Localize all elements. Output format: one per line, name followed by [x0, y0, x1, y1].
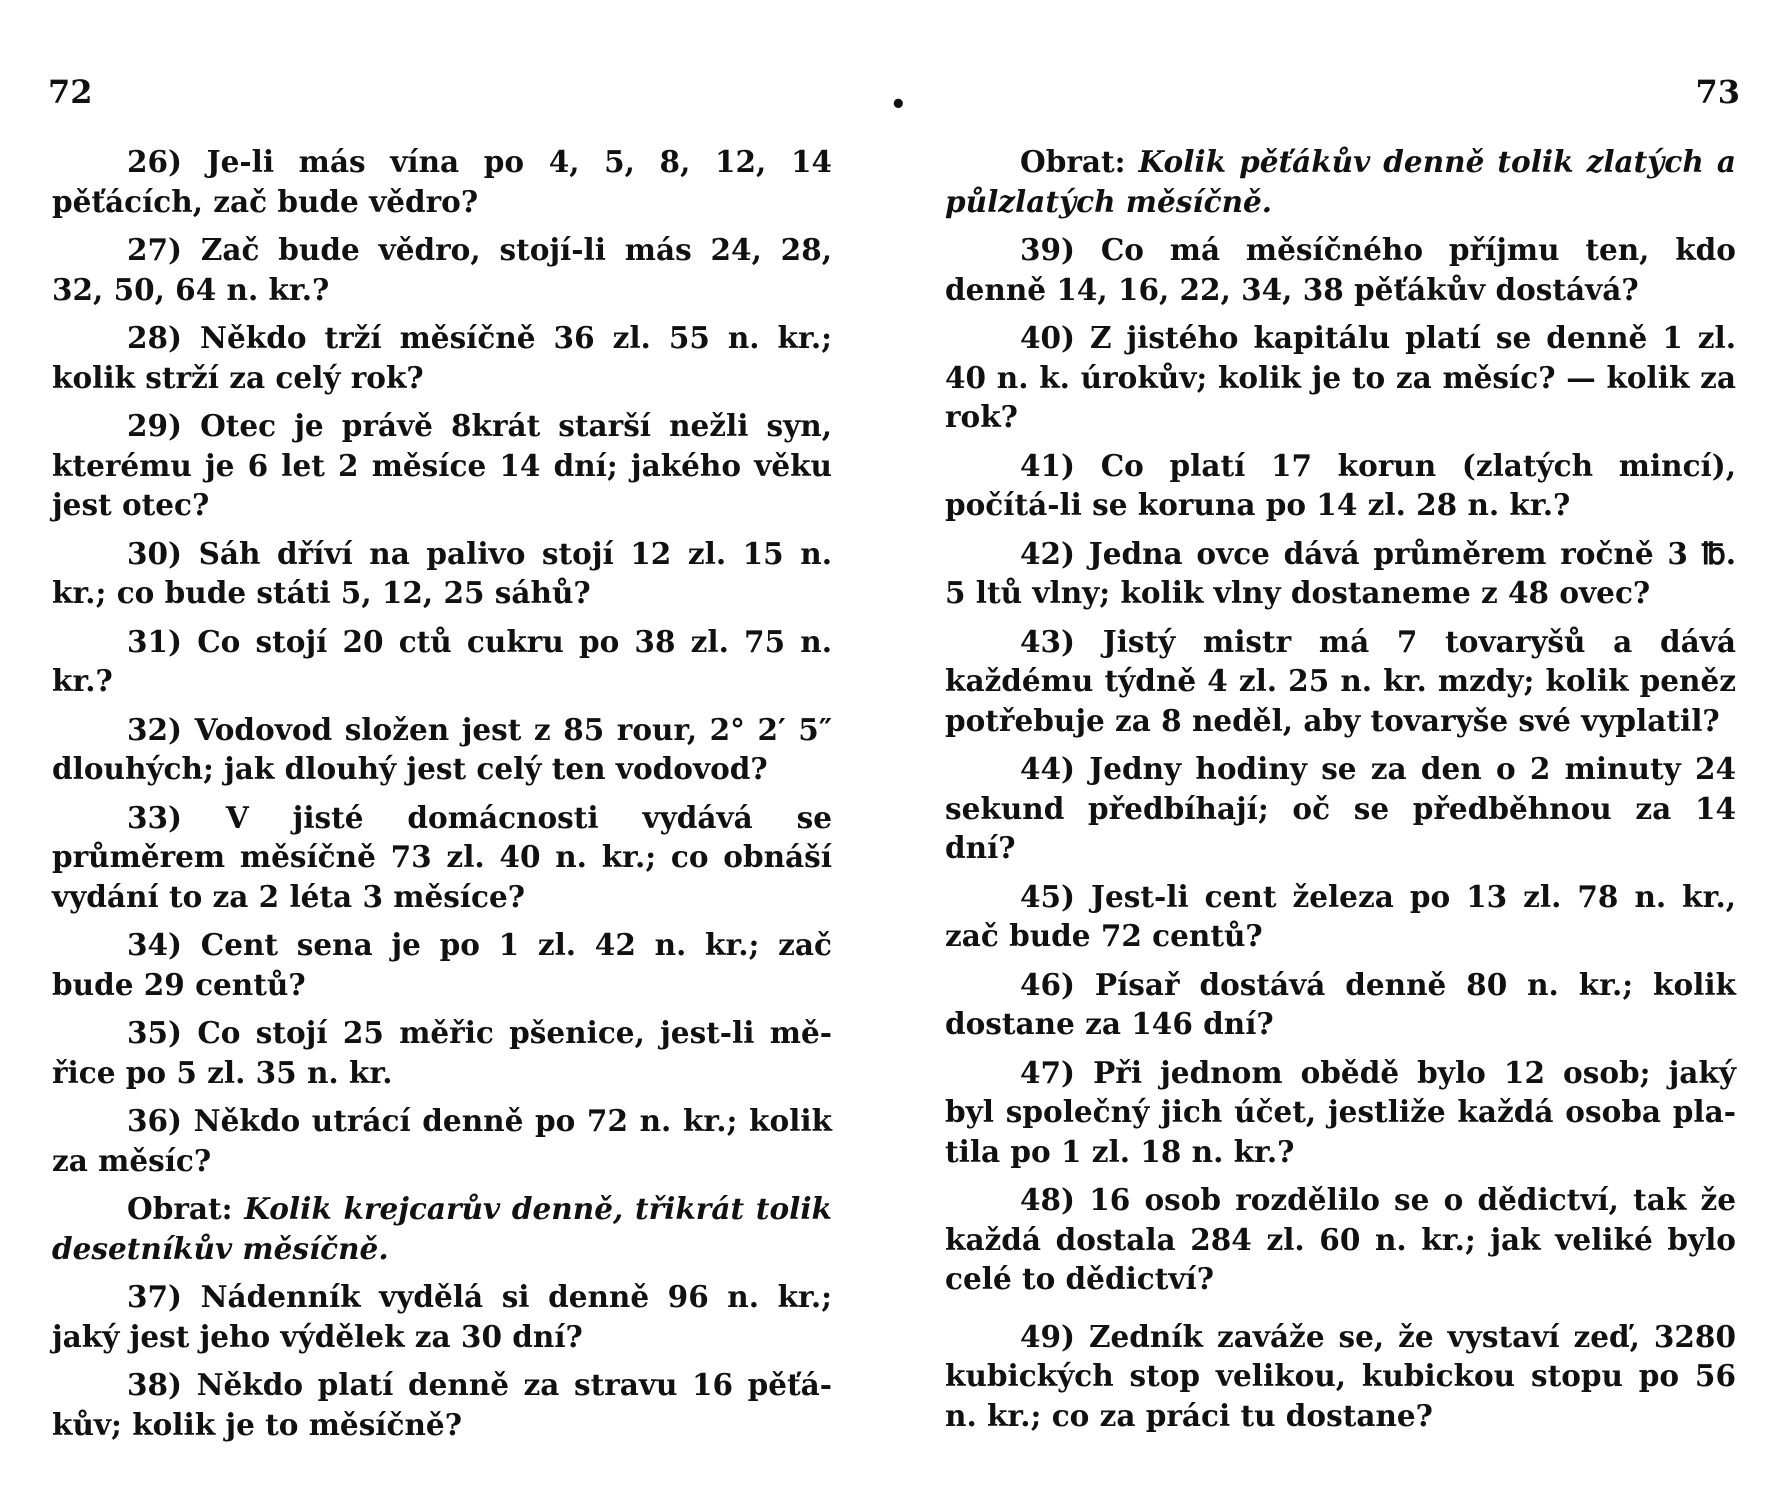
- exercise-number: 33): [127, 799, 183, 835]
- exercise-number: 38): [127, 1367, 183, 1402]
- exercise-28: [52, 318, 832, 397]
- exercise-number: 26): [127, 144, 183, 179]
- exercise-number: 46): [1020, 966, 1076, 1002]
- exercise-44: [945, 749, 1736, 868]
- exercise-text: Jest-li cent železa po 13 zl. 78 n. kr., zač bude 72 centů?: [945, 878, 1736, 953]
- exercise-number: 29): [127, 408, 183, 443]
- exercise-text: Otec je právě 8krát starší nežli syn, kterému je 6 let 2 měsíce 14 dní; jakého věku jest otec?: [52, 408, 832, 522]
- exercise-number: 41): [1020, 447, 1076, 483]
- exercise-number: 47): [1020, 1054, 1076, 1090]
- exercise-text: Sáh dříví na palivo stojí 12 zl. 15 n. kr.; co bude státi 5, 12, 25 sáhů?: [52, 535, 832, 610]
- exercise-text: Jistý mistr má 7 tovaryšů a dává každému týdně 4 zl. 25 n. kr. mzdy; kolik peněz potřebuje za 8 neděl, aby tovaryše své vyplatil?: [945, 623, 1736, 738]
- exercise-number: 45): [1020, 878, 1076, 914]
- exercise-number: 27): [127, 232, 183, 267]
- exercise-31: [52, 622, 832, 701]
- exercise-number: 39): [1020, 232, 1076, 267]
- exercise-number: 40): [1020, 320, 1076, 355]
- exercise-number: 31): [127, 623, 183, 659]
- exercise-number: 37): [127, 1279, 183, 1314]
- exercise-number: 49): [1020, 1318, 1076, 1354]
- exercise-29: [52, 406, 832, 525]
- exercise-49: [945, 1317, 1736, 1436]
- exercise-27: [52, 230, 832, 309]
- exercise-number: 32): [127, 711, 183, 747]
- page-number-left: 72: [48, 73, 93, 111]
- exercise-number: 42): [1020, 535, 1076, 571]
- exercise-45: [945, 877, 1736, 956]
- exercise-34: [52, 925, 832, 1004]
- page-number-right: 73: [1695, 73, 1740, 111]
- exercise-number: 44): [1020, 751, 1076, 786]
- obrat-label: Obrat:: [127, 1191, 233, 1226]
- exercise-38: [52, 1365, 832, 1444]
- exercise-42: [945, 534, 1736, 613]
- exercise-32: [52, 710, 832, 789]
- exercise-text: 16 osob rozdělilo se o dědictví, tak že každá dostala 284 zl. 60 n. kr.; jak veliké bylo celé to dědictví?: [945, 1182, 1736, 1296]
- exercise-text: Nádenník vydělá si denně 96 n. kr.; jaký jest jeho výdělek za 30 dní?: [52, 1279, 832, 1354]
- left-text-column: [52, 142, 832, 1453]
- obrat-text: Kolik pěťákův denně tolik zlatých a půlzlatých měsíčně.: [945, 144, 1736, 219]
- exercise-37: [52, 1277, 832, 1356]
- exercise-text: Vodovod složen jest z 85 rour, 2° 2′ 5″ dlouhých; jak dlouhý jest celý ten vodovod?: [52, 711, 833, 786]
- right-page: [887, 0, 1774, 1500]
- exercise-number: 36): [127, 1103, 183, 1138]
- exercise-text: Co má měsíčného příjmu ten, kdo denně 14, 16, 22, 34, 38 pěťákův dostává?: [945, 232, 1736, 307]
- exercise-text: Cent sena je po 1 zl. 42 n. kr.; zač bude 29 centů?: [52, 927, 832, 1002]
- exercise-33: [52, 798, 832, 917]
- exercise-text: Zedník zaváže se, že vystaví zeď, 3280 kubických stop velikou, kubickou stopu po 56 n. kr.; co za práci tu dostane?: [945, 1318, 1736, 1433]
- exercise-text: Někdo platí denně za stravu 16 pěťákův; kolik je to měsíčně?: [52, 1367, 832, 1442]
- exercise-text: Co platí 17 korun (zlatých mincí), počítá-li se koruna po 14 zl. 28 n. kr.?: [945, 447, 1736, 522]
- exercise-text: Jedny hodiny se za den o 2 minuty 24 sekund předbíhají; oč se předběhnou za 14 dní?: [945, 751, 1736, 865]
- obrat-right: [945, 142, 1736, 221]
- stray-print-dot: •: [890, 90, 907, 120]
- exercise-36: [52, 1101, 832, 1180]
- exercise-47: [945, 1053, 1736, 1172]
- exercise-46: [945, 965, 1736, 1044]
- exercise-text: Někdo trží měsíčně 36 zl. 55 n. kr.; kolik strží za celý rok?: [52, 320, 832, 395]
- exercise-number: 35): [127, 1015, 183, 1050]
- exercise-41: [945, 446, 1736, 525]
- exercise-text: Někdo utrácí denně po 72 n. kr.; kolik za měsíc?: [52, 1103, 832, 1178]
- exercise-text: Co stojí 25 měřic pšenice, jest-li měřice po 5 zl. 35 n. kr.: [52, 1015, 832, 1090]
- obrat-left: [52, 1189, 832, 1268]
- obrat-label: Obrat:: [1020, 144, 1126, 179]
- exercise-text: Jedna ovce dává průměrem ročně 3 ℔. 5 ltů vlny; kolik vlny dostaneme z 48 ovec?: [945, 535, 1736, 610]
- exercise-text: V jisté domácnosti vydává se průměrem měsíčně 73 zl. 40 n. kr.; co obnáší vydání to za 2 léta 3 měsíce?: [52, 799, 832, 914]
- exercise-text: Z jistého kapitálu platí se denně 1 zl. 40 n. k. úrokův; kolik je to za měsíc? — kolik za rok?: [945, 320, 1736, 434]
- right-text-column: [945, 142, 1736, 1444]
- exercise-number: 48): [1020, 1182, 1076, 1217]
- exercise-text: Zač bude vědro, stojí-li más 24, 28, 32, 50, 64 n. kr.?: [52, 232, 832, 307]
- exercise-number: 30): [127, 535, 183, 571]
- obrat-text: Kolik krejcarův denně, třikrát tolik desetníkův měsíčně.: [52, 1191, 832, 1266]
- exercise-text: Při jednom obědě bylo 12 osob; jaký byl společný jich účet, jestliže každá osoba platila po 1 zl. 18 n. kr.?: [945, 1054, 1736, 1169]
- exercise-40: [945, 318, 1736, 437]
- exercise-26: [52, 142, 832, 221]
- exercise-48: [945, 1180, 1736, 1299]
- exercise-39: [945, 230, 1736, 309]
- exercise-number: 28): [127, 320, 183, 355]
- exercise-43: [945, 622, 1736, 741]
- exercise-text: Je-li más vína po 4, 5, 8, 12, 14 pěťácích, zač bude vědro?: [52, 144, 832, 219]
- exercise-number: 43): [1020, 623, 1076, 659]
- exercise-text: Co stojí 20 ctů cukru po 38 zl. 75 n. kr.?: [52, 623, 832, 698]
- exercise-number: 34): [127, 927, 183, 962]
- exercise-text: Písař dostává denně 80 n. kr.; kolik dostane za 146 dní?: [945, 966, 1736, 1041]
- exercise-30: [52, 534, 832, 613]
- exercise-35: [52, 1013, 832, 1092]
